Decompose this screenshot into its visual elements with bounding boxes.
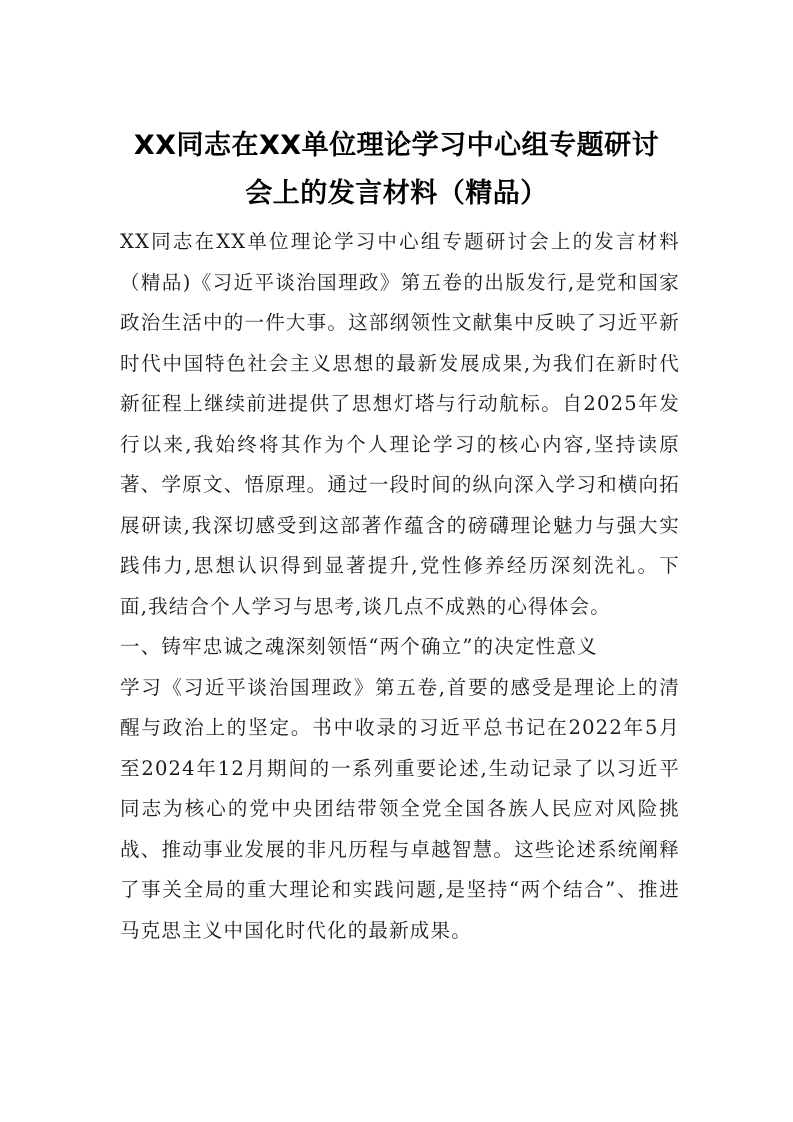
section-paragraph: 学习《习近平谈治国理政》第五卷,首要的感受是理论上的清醒与政治上的坚定。书中收录的习近平总书记在2022年5月至2024年12月期间的一系列重要论述,生动记录了以习近平同志为核心的党中央团结带领全党全国各族人民应对风险挑战、推动事业发展的非凡历程与卓越智慧。这些论述系统阐释了事关全局的重大理论和实践问题,是坚持“两个结合”、推进马克思主义中国化时代化的最新成果。 (120, 675, 680, 942)
document-title-line-2: 会上的发言材料（精品） (245, 178, 548, 209)
document-body (120, 222, 680, 951)
document-title-line-1: XX同志在XX单位理论学习中心组专题研讨 (133, 130, 660, 161)
intro-paragraph: XX同志在XX单位理论学习中心组专题研讨会上的发言材料（精品)《习近平谈治国理政》第五卷的出版发行,是党和国家政治生活中的一件大事。这部纲领性文献集中反映了习近平新时代中国特色社会主义思想的最新发展成果,为我们在新时代新征程上继续前进提供了思想灯塔与行动航标。自2025年发行以来,我始终将其作为个人理论学习的核心内容,坚持读原著、学原文、悟原理。通过一段时间的纵向深入学习和横向拓展研读,我深切感受到这部著作蕴含的磅礴理论魅力与强大实践伟力,思想认识得到显著提升,党性修养经历深刻洗礼。下面,我结合个人学习与思考,谈几点不成熟的心得体会。 (120, 230, 680, 618)
section-heading: 一、铸牢忠诚之魂深刻领悟“两个确立”的决定性意义 (120, 635, 598, 658)
